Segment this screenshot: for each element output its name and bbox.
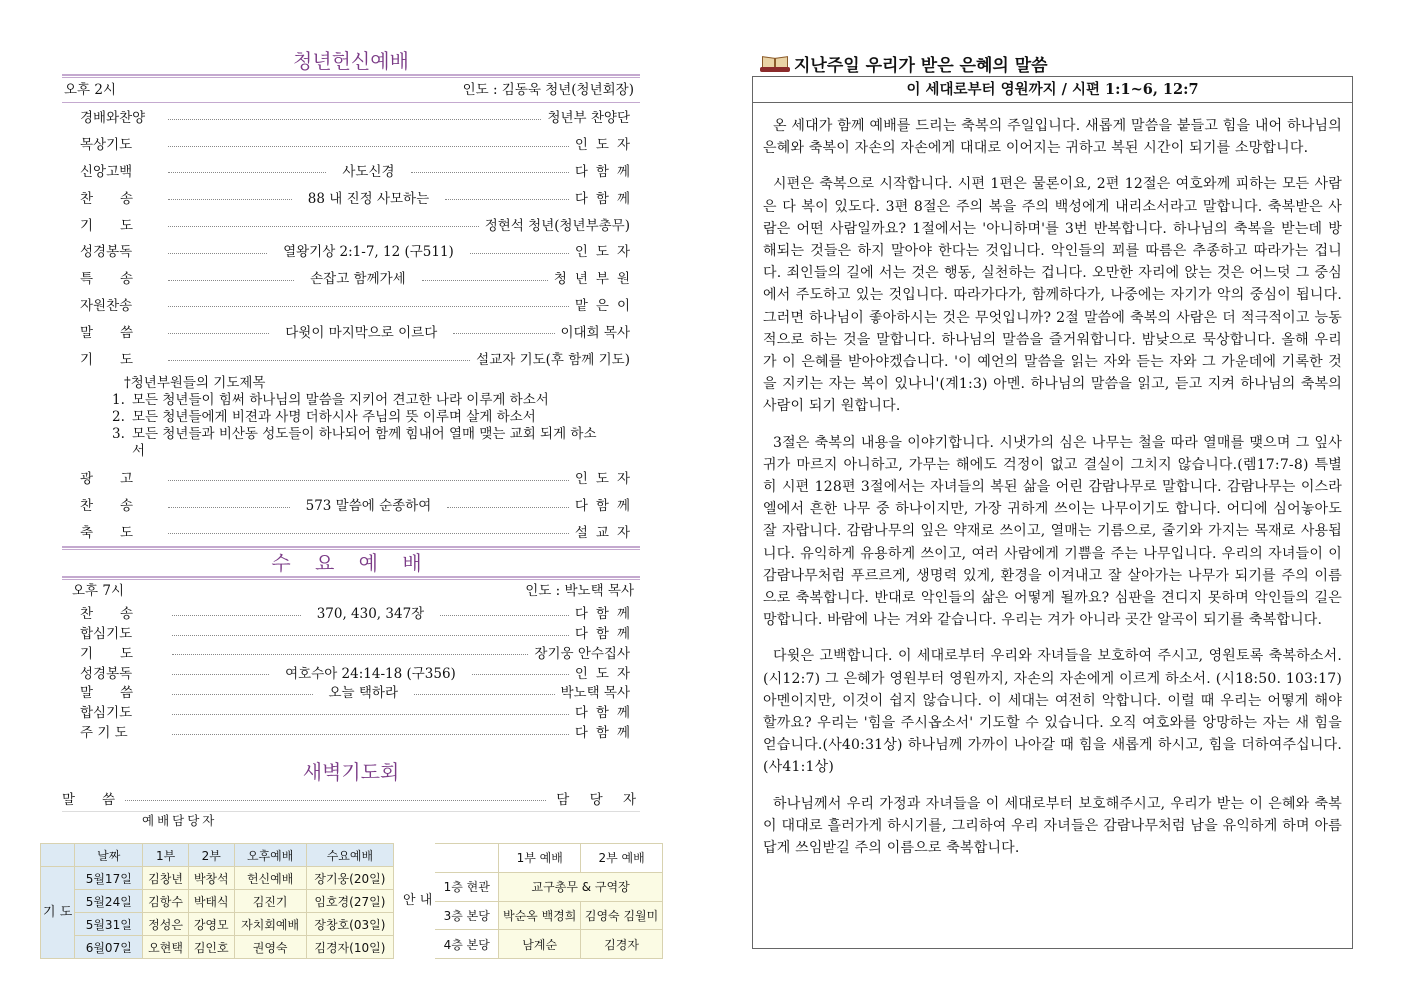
wednesday-service-header [62,580,640,602]
order-row [62,210,640,237]
order-label: 찬 송 [80,498,134,515]
leader-dots [168,480,569,481]
table-header-row [401,844,663,873]
prayer-duty-table [40,843,394,959]
table-row [41,890,394,913]
order-row [62,721,640,741]
floor-label: 3층 본당 [435,901,499,930]
prayer-item [112,426,640,460]
order-label: 자원찬송 [80,297,133,314]
order-row [62,464,640,491]
table-cell: 김인호 [188,936,234,959]
leader-dots [168,360,470,361]
order-person: 인도자 [574,665,639,682]
order-row [62,518,640,545]
table-cell: 박창석 [188,867,234,890]
prayer-number: 2. [112,408,125,425]
order-content: 370, 430, 347장 [316,606,425,623]
prayer-text: 모든 청년들과 비산동 성도들이 하나되어 함께 힘내어 열매 맺는 교회 되게 하소서 [132,425,597,459]
order-content: 열왕기상 2:1-7, 12 (구511) [283,244,454,261]
order-person: 다함께 [574,725,638,742]
table-cell: 박순옥 백경희 [499,901,581,930]
order-person: 장기웅 안수집사 [534,645,630,662]
leader-dots [172,615,301,616]
service-time: 오후 2시 [64,82,117,98]
order-label: 기 도 [80,217,134,234]
open-bible-icon [760,53,790,73]
sermon-paragraph: 하나님께서 우리 가정과 자녀들을 이 세대로부터 보호해주시고, 우리가 받는 이 은혜와 축복이 대대로 흘러가게 하시기를, 그리하여 우리 자녀들은 감람나무처럼 남을 유익하게 하며 아름답게 쓰임받길 주의 이름으로 축복합니다. [763,795,1342,857]
table-cell: 헌신예배 [234,867,306,890]
sermon-paragraph: 3절은 축복의 내용을 이야기합니다. 시냇가의 심은 나무는 철을 따라 열매를 맺으며 그 잎사귀가 마르지 아니하고, 가무는 해에도 걱정이 없고 결실이 그치지 않습니다.(렘17:7-8) 특별히 시편 128편 3절에서는 자녀들의 복된 삶을 어린 감람나무로 말합니다. 감람나무는 이스라엘에서 흔한 나무 중 하나이지만, 가장 귀하게 쓰이는 나무이기도 합니다. 어디에 심어놓아도 잘 자랍니다. 감람나무의 잎은 약재로 쓰이고, 열매는 기름으로, 줄기와 가지는 목재로 사용됩니다. 유익하게 유용하게 쓰이고, 여러 사람에게 기쁨을 주는 나무입니다. 우리의 자녀들이 이 감람나무처럼 푸르르게, 생명력 있게, 환경을 이겨내고 잘 살아가는 나무가 되기를 주의 이름으로 축복합니다. 반대로 악인들의 삶은 어떻게 될까요? 심판을 견디지 못하며 악인들의 길은 망합니다. 바람에 나는 겨와 같습니다. 우리는 겨가 아니라 곳간 알곡이 되기를 축복합니다. [763,434,1342,629]
prayer-topics [62,371,640,464]
leader-dots [168,199,292,200]
service-leader: 인도 : 박노택 목사 [525,583,634,600]
order-person: 인도자 [574,137,638,154]
order-row [62,157,640,184]
youth-service-title: 청년헌신예배 [293,49,409,73]
leader-dots [172,694,313,695]
order-row [62,642,640,662]
leader-dots [447,507,569,508]
sermon-label: 말 씀 [62,791,116,808]
order-row [62,103,640,130]
prayer-text: 모든 청년들이 힘써 하나님의 말씀을 지키어 견고한 나라 이루게 하소서 [132,391,549,408]
leader-dots [168,226,479,227]
leader-dots [411,172,569,173]
table-cell: 김경자 [581,930,663,959]
sermon-paragraph: 다윗은 고백합니다. 이 세대로부터 우리와 자녀들을 보호하여 주시고, 영원토록 축복하소서.(시12:7) 그 은혜가 영원부터 영원까지, 자손의 자손에게 이르게 하소서. (시18:50. 103:17) 아멘이지만, 이것이 쉽지 않습니다. 이 세대는 여전히 악합니다. 이럴 때 우리는 어떻게 해야 할까요? 우리는 '힘을 주시옵소서' 기도할 수 있습니다. 오직 여호와를 앙망하는 자는 새 힘을 얻습니다.(사40:31상) 하나님께 가까이 나아갈 때 힘을 새롭게 하시고, 힘을 더하여주십니다.(사41:1상) [763,648,1342,776]
sermon-heading: 이 세대로부터 영원까지 / 시편 1:1~6, 12:7 [753,77,1352,103]
order-row [62,602,640,622]
column-header: 2부 [188,844,234,867]
youth-order-list [62,103,640,371]
order-person: 맡은이 [574,297,638,314]
leader-label: 담 당 자 [556,791,644,808]
leader-dots [168,507,290,508]
row-group-label: 안 내 [401,844,435,959]
leader-dots [470,253,569,254]
table-corner [435,844,499,873]
column-header: 2부 예배 [581,844,663,873]
order-label: 합심기도 [80,626,133,643]
order-person: 설교자 기도(후 함께 기도) [476,351,630,368]
column-header: 1부 예배 [499,844,581,873]
floor-label: 4층 본당 [435,930,499,959]
order-content: 다윗이 마지막으로 이르다 [285,324,438,341]
order-row [62,701,640,721]
table-cell: 김항수 [143,890,189,913]
table-cell: 김창년 [143,867,189,890]
sermon-body [763,103,1342,859]
order-row [62,264,640,291]
order-label: 축 도 [80,524,134,541]
leader-dots [125,800,546,801]
leader-dots [168,306,569,307]
leader-dots [172,635,569,636]
service-leader: 인도 : 김동욱 청년(청년회장) [462,82,634,98]
table-cell: 자치회예배 [234,913,306,936]
table-row [41,867,394,890]
sermon-paragraph: 시편은 축복으로 시작합니다. 시편 1편은 물론이요, 2편 12절은 여호와께 피하는 모든 사람은 다 복이 있도다. 3편 8절은 주의 복을 주의 백성에게 내리소서라고 말합니다. 축복받은 사람은 어떤 사람일까요? 1절에서는 '아니하며'를 3번 반복합니다. 하나님의 축복을 받는데 방해되는 것들은 하지 말아야 한다는 것입니다. 악인들의 꾀를 따름은 추종하고 따라가는 겁니다. 죄인들의 길에 서는 것은 행동, 실천하는 겁니다. 오만한 자리에 앉는 것은 어느덧 그 중심에서 주도하고 있는 것입니다. 따라가다가, 함께하다가, 나중에는 자기가 악의 중심이 됩니다. 그러면 하나님이 좋아하시는 것은 무엇입니까? 2절 말씀에 축복의 사람은 더 적극적이고 능동적으로 하는 것을 말합니다. 하나님의 말씀을 즐거워합니다. 밤낮으로 묵상합니다. 올해 우리가 이 은혜를 받아야겠습니다. '이 예언의 말씀을 읽는 자와 듣는 자와 그 가운데에 기록한 것을 지키는 자는 복이 있나니'(계1:3) 아멘. 하나님의 말씀을 읽고, 듣고 지켜 하나님의 축복의 사람이 되기 원합니다. [763,176,1342,415]
order-label: 주 기 도 [80,725,128,742]
table-row [41,936,394,959]
leader-dots [414,694,555,695]
order-row [62,130,640,157]
order-label: 기 도 [80,645,134,662]
column-header: 수요예배 [306,844,393,867]
wednesday-service-title: 수 요 예 배 [271,551,431,576]
order-person: 박노택 목사 [560,685,630,702]
dawn-prayer-header [62,785,644,811]
order-content: 573 말씀에 순종하여 [305,498,432,515]
leader-dots [172,714,569,715]
leader-dots [168,172,326,173]
table-row [401,901,663,930]
order-person: 다함께 [574,190,638,207]
order-person: 다함께 [574,163,639,180]
table-corner [41,844,75,867]
order-label: 목상기도 [80,137,133,154]
order-label: 말 씀 [80,685,134,702]
order-label: 광 고 [80,471,134,488]
table-header-row [41,844,394,867]
table-cell: 장창호(03일) [306,913,393,936]
order-content: 88 내 진정 사모하는 [307,190,430,207]
table-cell: 박태식 [188,890,234,913]
table-cell: 강영모 [188,913,234,936]
order-person: 다함께 [574,626,638,643]
table-cell: 정성은 [143,913,189,936]
row-group-label: 기 도 [41,867,75,959]
order-row [62,183,640,210]
order-label: 말 씀 [80,324,134,341]
table-cell: 교구총무 & 구역장 [499,872,663,901]
order-content: 손잡고 함께가세 [310,271,406,288]
table-cell: 5월24일 [75,890,143,913]
youth-service-header [62,78,640,102]
order-person: 청년부 찬양단 [547,110,630,127]
order-row [62,291,640,318]
order-label: 특 송 [80,271,134,288]
leader-dots [168,253,267,254]
table-cell: 김경자(10일) [306,936,393,959]
order-label: 기 도 [80,351,134,368]
table-cell: 오현택 [143,936,189,959]
order-content: 여호수아 24:14-18 (구356) [285,665,456,682]
duty-tables [40,843,663,959]
column-header: 날짜 [75,844,143,867]
order-row [62,237,640,264]
sermon-paragraph: 온 세대가 함께 예배를 드리는 축복의 주일입니다. 새롭게 말씀을 붙들고 힘을 내어 하나님의 은혜와 축복이 자손의 자손에게 대대로 이어지는 귀하고 복된 시간이 되기를 소망합니다. [763,118,1342,157]
column-header: 1부 [143,844,189,867]
table-cell: 김영숙 김월미 [581,901,663,930]
leader-dots [172,734,569,735]
column-header: 오후예배 [234,844,306,867]
table-row [401,872,663,901]
leader-dots [172,654,528,655]
dawn-prayer-title: 새벽기도회 [302,759,400,784]
order-label: 찬 송 [80,606,134,623]
leader-dots [453,333,554,334]
order-row [62,491,640,518]
leader-dots [168,146,569,147]
order-person: 이대희 목사 [560,324,631,341]
order-label: 성경봉독 [80,665,133,682]
order-row [62,682,640,702]
leader-dots [445,199,569,200]
table-row [41,913,394,936]
order-label: 찬 송 [80,190,134,207]
order-person: 다함께 [574,606,639,623]
table-cell: 권영숙 [234,936,306,959]
leader-dots [472,674,569,675]
order-row [62,317,640,344]
usher-duty-table [400,843,663,959]
order-person: 다함께 [574,705,638,722]
table-cell: 5월31일 [75,913,143,936]
order-row [62,622,640,642]
table-cell: 6월07일 [75,936,143,959]
leader-dots [172,674,269,675]
duty-caption: 예배담당자 [142,812,218,828]
floor-label: 1층 현관 [435,872,499,901]
youth-order-list-after [62,464,640,544]
prayer-item [112,409,640,426]
table-cell: 김진기 [234,890,306,913]
order-person: 정현석 청년(청년부총무) [484,217,630,234]
wednesday-order-list [62,602,640,741]
leader-dots [168,333,269,334]
order-label: 신앙고백 [80,163,133,180]
sermon-section-title-text: 지난주일 우리가 받은 은혜의 말씀 [794,55,1048,76]
table-cell: 장기웅(20일) [306,867,393,890]
table-row [401,930,663,959]
order-content: 오늘 택하라 [328,685,398,702]
leader-dots [168,280,294,281]
order-person: 다함께 [574,498,639,515]
left-column [62,48,644,830]
table-cell: 임호경(27일) [306,890,393,913]
order-label: 성경봉독 [80,244,133,261]
table-cell: 5월17일 [75,867,143,890]
order-row [62,344,640,371]
leader-dots [168,533,569,534]
prayer-number: 3. [112,425,125,442]
service-time: 오후 7시 [72,583,125,600]
table-cell: 남계순 [499,930,581,959]
order-person: 설교자 [574,524,638,541]
order-label: 합심기도 [80,705,133,722]
leader-dots [422,280,548,281]
prayer-text: 모든 청년들에게 비젼과 사명 더하시사 주님의 뜻 이루며 살게 하소서 [132,408,536,425]
sermon-box [752,76,1353,949]
sermon-section-title [760,50,1360,76]
order-person: 인도자 [574,471,638,488]
prayer-title: †청년부원들의 기도제목 [124,374,266,391]
order-person: 인도자 [574,244,639,261]
leader-dots [440,615,569,616]
order-person: 청년부원 [553,271,638,288]
order-row [62,662,640,682]
order-label: 경배와찬양 [80,110,146,127]
leader-dots [168,119,541,120]
prayer-item [112,392,640,409]
prayer-number: 1. [112,391,125,408]
order-content: 사도신경 [342,163,395,180]
